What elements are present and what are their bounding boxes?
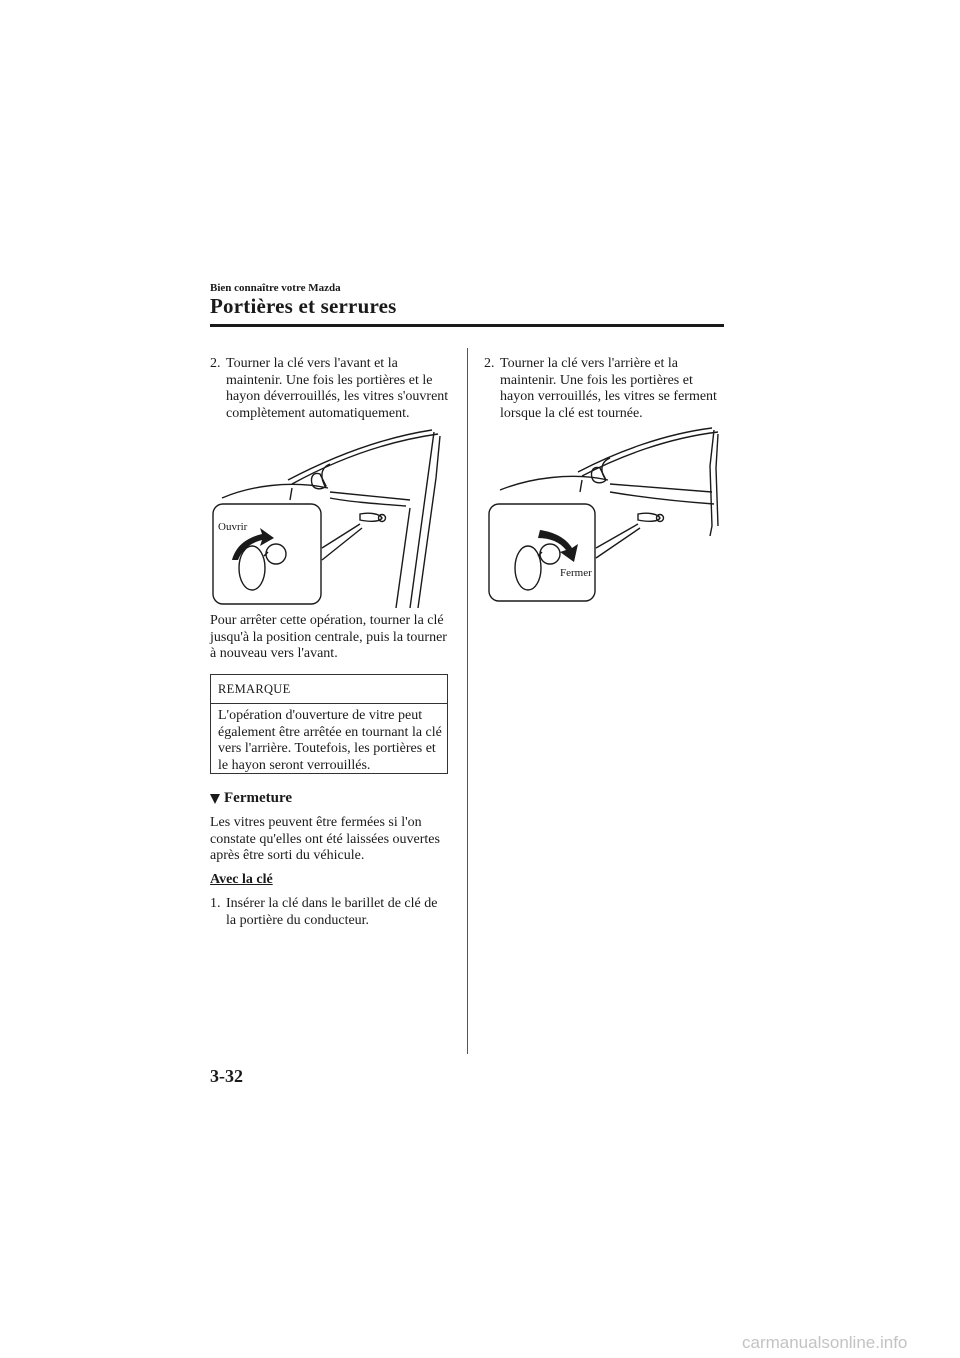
step-number: 1. bbox=[210, 896, 221, 911]
step-2-close bbox=[484, 356, 722, 422]
note-title: REMARQUE bbox=[218, 682, 291, 696]
watermark: carmanualsonline.info bbox=[742, 1333, 908, 1352]
note-separator bbox=[211, 703, 447, 704]
section-title: Portières et serrures bbox=[210, 294, 397, 318]
page-number: 3-32 bbox=[210, 1066, 243, 1086]
subheading-fermeture bbox=[210, 790, 292, 807]
note-box bbox=[210, 674, 448, 774]
step-number: 2. bbox=[484, 356, 495, 371]
step-2-open bbox=[210, 356, 450, 422]
stop-operation-paragraph: Pour arrêter cette opération, tourner la clé jusqu'à la position centrale, puis la tourner à nouveau vers l'avant. bbox=[210, 613, 447, 661]
step-text: Insérer la clé dans le barillet de clé de la portière du conducteur. bbox=[226, 896, 438, 928]
step-text: Tourner la clé vers l'arrière et la maintenir. Une fois les portières et hayon verrouillés, les vitres se ferment lorsque la clé est tournée. bbox=[500, 356, 717, 421]
with-key-heading: Avec la clé bbox=[210, 872, 273, 887]
figure-close-label: Fermer bbox=[560, 567, 592, 579]
closing-paragraph: Les vitres peuvent être fermées si l'on constate qu'elles ont été laissées ouvertes après être sorti du véhicule. bbox=[210, 815, 440, 863]
column-divider bbox=[467, 348, 468, 1054]
header-rule bbox=[210, 324, 724, 327]
step-1-insert-key bbox=[210, 896, 450, 929]
figure-open-label: Ouvrir bbox=[218, 521, 248, 533]
subheading-text: Fermeture bbox=[224, 790, 293, 806]
running-head: Bien connaître votre Mazda bbox=[210, 282, 341, 294]
car-door-key-open-illustration bbox=[210, 428, 450, 608]
step-number: 2. bbox=[210, 356, 221, 371]
car-door-key-close-illustration bbox=[486, 426, 722, 606]
note-text: L'opération d'ouverture de vitre peut également être arrêtée en tournant la clé vers l'arrière. Toutefois, les portières et le hayon seront verrouillés. bbox=[218, 708, 442, 773]
step-text: Tourner la clé vers l'avant et la maintenir. Une fois les portières et le hayon déverrouillés, les vitres s'ouvrent complètement automatiquement. bbox=[226, 356, 449, 421]
triangle-bullet-icon bbox=[210, 794, 220, 804]
